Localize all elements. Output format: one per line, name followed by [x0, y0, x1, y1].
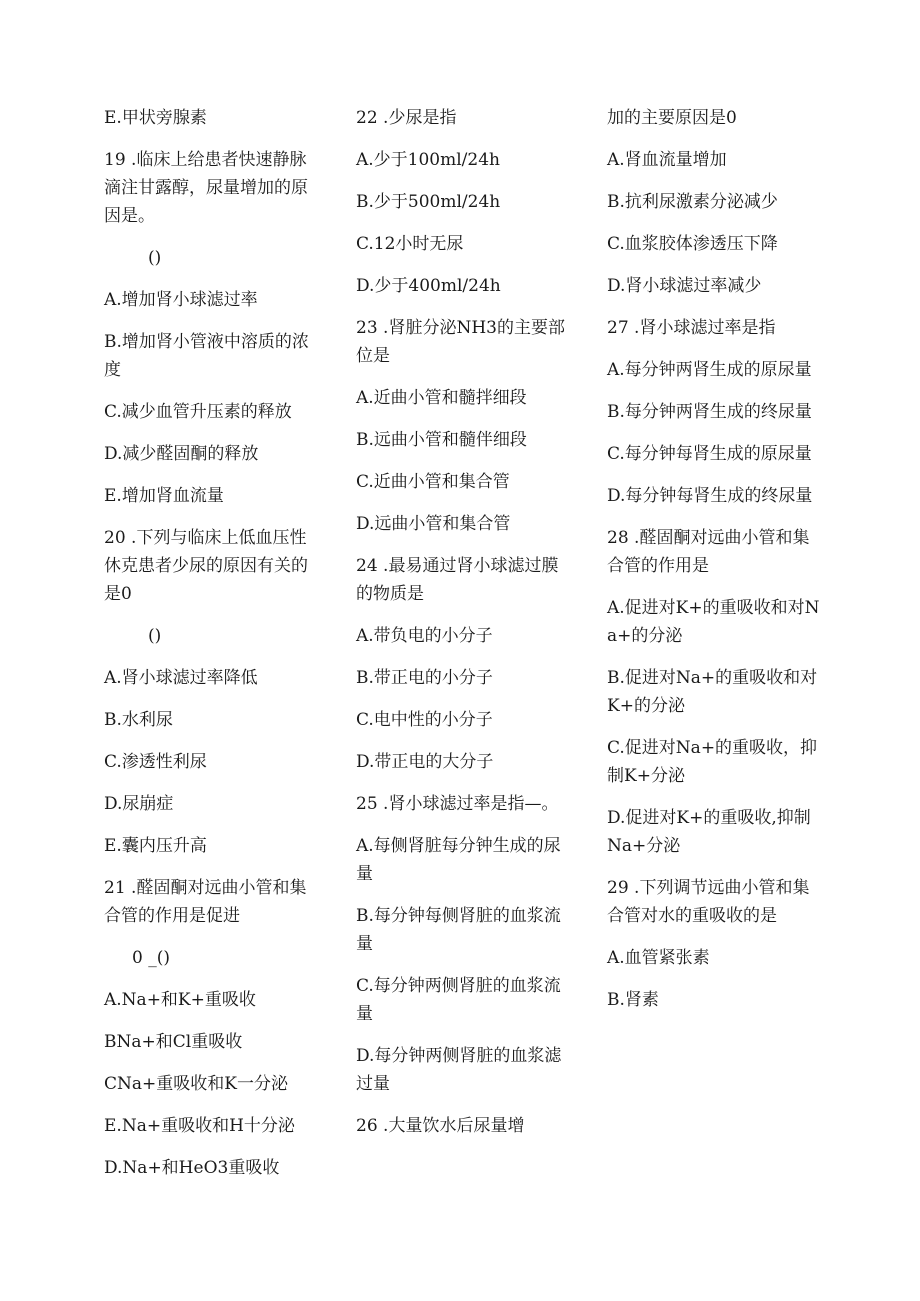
text-line: A.每分钟两肾生成的原尿量	[607, 360, 812, 380]
text-line: C.减少血管升压素的释放	[104, 402, 292, 422]
text-line: 加的主要原因是0	[607, 108, 737, 128]
text-line: A.近曲小管和髓拌细段	[356, 388, 527, 408]
text-line: A.带负电的小分子	[356, 626, 493, 646]
text-line: C.血浆胶体渗透压下降	[607, 234, 778, 254]
text-line: 22 .少尿是指	[356, 108, 457, 128]
text-line: A.肾小球滤过率降低	[104, 668, 258, 688]
text-line: D.每分钟每肾生成的终尿量	[607, 486, 813, 506]
text-line: 24 .最易通过肾小球滤过膜的物质是	[356, 556, 559, 604]
text-line: B.少于500ml/24h	[356, 192, 501, 212]
text-line: D.带正电的大分子	[356, 752, 494, 772]
text-line: B.抗利尿激素分泌减少	[607, 192, 778, 212]
column-left	[104, 104, 319, 1196]
text-line: B.带正电的小分子	[356, 668, 493, 688]
text-line: C.12小时无尿	[356, 234, 464, 254]
text-line: B.肾素	[607, 990, 659, 1010]
text-line: D.尿崩症	[104, 794, 174, 814]
text-line: A.血管紧张素	[607, 948, 710, 968]
column-middle	[356, 104, 571, 1154]
text-line: E.囊内压升高	[104, 836, 207, 856]
text-line: D.肾小球滤过率减少	[607, 276, 762, 296]
text-line: A.增加肾小球滤过率	[104, 290, 258, 310]
text-line: B.水利尿	[104, 710, 173, 730]
text-line: A.肾血流量增加	[607, 150, 727, 170]
text-line: D.远曲小管和集合管	[356, 514, 511, 534]
text-line: 0 _()	[132, 948, 170, 968]
text-line: ()	[148, 626, 162, 646]
text-line: D.减少醛固酮的释放	[104, 444, 259, 464]
text-line: A.少于100ml/24h	[356, 150, 500, 170]
text-line: B.增加肾小管液中溶质的浓度	[104, 332, 309, 380]
text-line: CNa+重吸收和K一分泌	[104, 1074, 288, 1094]
text-line: D.Na+和HeO3重吸收	[104, 1158, 280, 1178]
text-line: BNa+和Cl重吸收	[104, 1032, 243, 1052]
text-line: E.Na+重吸收和H十分泌	[104, 1116, 295, 1136]
text-line: 20 .下列与临床上低血压性休克患者少尿的原因有关的是0	[104, 528, 308, 604]
text-line: 25 .肾小球滤过率是指—。	[356, 794, 559, 814]
text-line: 28 .醛固酮对远曲小管和集合管的作用是	[607, 528, 810, 576]
text-line: D.促进对K+的重吸收,抑制Na+分泌	[607, 808, 811, 856]
text-line: C.促进对Na+的重吸收，抑制K+分泌	[607, 738, 818, 786]
text-line: 29 .下列调节远曲小管和集合管对水的重吸收的是	[607, 878, 810, 926]
text-line: C.渗透性利尿	[104, 752, 207, 772]
text-line: A.促进对K+的重吸收和对Na+的分泌	[607, 598, 820, 646]
text-line: C.每分钟每肾生成的原尿量	[607, 444, 812, 464]
text-line: C.每分钟两侧肾脏的血浆流量	[356, 976, 561, 1024]
text-line: E.甲状旁腺素	[104, 108, 207, 128]
text-line: B.每分钟每侧肾脏的血浆流量	[356, 906, 561, 954]
text-line: D.少于400ml/24h	[356, 276, 501, 296]
text-line: C.电中性的小分子	[356, 710, 493, 730]
text-line: E.增加肾血流量	[104, 486, 224, 506]
text-line: 27 .肾小球滤过率是指	[607, 318, 776, 338]
text-line: A.Na+和K+重吸收	[104, 990, 256, 1010]
text-line: 21 .醛固酮对远曲小管和集合管的作用是促进	[104, 878, 307, 926]
text-line: ()	[148, 248, 162, 268]
text-line: D.每分钟两侧肾脏的血浆滤过量	[356, 1046, 562, 1094]
text-line: 26 .大量饮水后尿量增	[356, 1116, 525, 1136]
text-line: 19 .临床上给患者快速静脉滴注甘露醇，尿量增加的原因是。	[104, 150, 308, 226]
column-right	[607, 104, 822, 1028]
text-line: B.每分钟两肾生成的终尿量	[607, 402, 812, 422]
text-line: C.近曲小管和集合管	[356, 472, 510, 492]
text-line: 23 .肾脏分泌NH3的主要部位是	[356, 318, 565, 366]
text-line: B.促进对Na+的重吸收和对K+的分泌	[607, 668, 818, 716]
text-line: A.每侧肾脏每分钟生成的尿量	[356, 836, 561, 884]
text-line: B.远曲小管和髓伴细段	[356, 430, 527, 450]
